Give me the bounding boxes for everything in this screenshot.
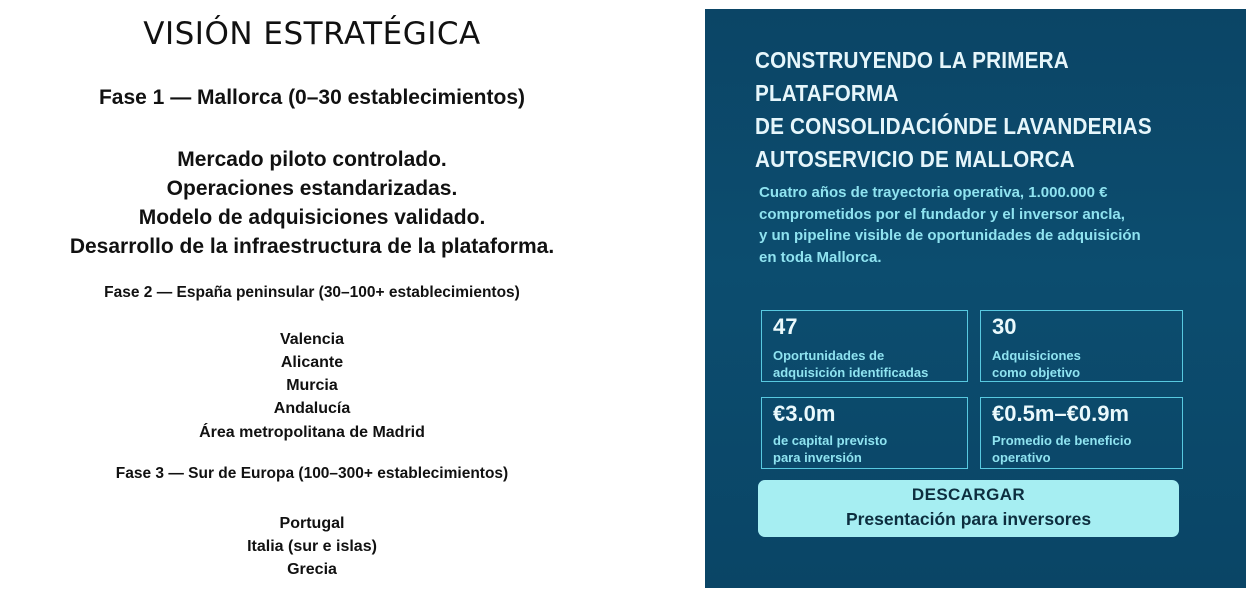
stat-label-line: de capital previsto xyxy=(773,433,888,448)
cta-line2: Presentación para inversores xyxy=(845,509,1092,529)
stat-label-line: Oportunidades de xyxy=(773,348,885,363)
stat-card-acquisitions xyxy=(980,310,1183,382)
headline-line: AUTOSERVICIO DE MALLORCA xyxy=(755,146,1075,172)
phase2-item: Valencia xyxy=(279,331,345,348)
phase2-heading: Fase 2 — España peninsular (30–100+ establecimientos) xyxy=(104,284,520,301)
stat-value: €3.0m xyxy=(773,401,836,426)
phase2-item: Murcia xyxy=(286,377,338,394)
lead-line: y un pipeline visible de oportunidades de adquisición xyxy=(759,227,1141,244)
phase3-item: Grecia xyxy=(287,561,337,578)
stat-value: €0.5m–€0.9m xyxy=(992,401,1129,426)
stat-card-operating-profit xyxy=(980,397,1183,469)
download-presentation-button[interactable] xyxy=(758,480,1179,537)
headline-line: DE CONSOLIDACIÓNDE LAVANDERIAS xyxy=(755,113,1152,139)
lead-line: Cuatro años de trayectoria operativa, 1.000.000 € xyxy=(759,184,1108,201)
stat-value: 30 xyxy=(992,314,1017,339)
stat-label-line: Promedio de beneficio xyxy=(992,433,1132,448)
phase3-item: Italia (sur e islas) xyxy=(247,538,377,555)
panel-lead-text xyxy=(759,182,1219,268)
phase2-item: Alicante xyxy=(280,354,344,371)
stat-card-capital xyxy=(761,397,968,469)
strategic-vision-section xyxy=(0,0,624,596)
stat-label xyxy=(992,432,1131,466)
panel-headline xyxy=(755,44,1187,176)
stat-label-line: Adquisiciones xyxy=(992,348,1081,363)
stat-label xyxy=(773,347,928,381)
phase3-item: Portugal xyxy=(279,515,345,532)
phase1-point: Desarrollo de la infraestructura de la plataforma. xyxy=(69,235,555,258)
stat-label-line: como objetivo xyxy=(992,365,1081,380)
phase2-item: Área metropolitana de Madrid xyxy=(199,424,425,441)
phase1-heading: Fase 1 — Mallorca (0–30 establecimientos) xyxy=(98,86,526,109)
lead-line: en toda Mallorca. xyxy=(759,248,882,266)
phase1-point: Operaciones estandarizadas. xyxy=(166,177,458,200)
headline-line: CONSTRUYENDO LA PRIMERA PLATAFORMA xyxy=(755,47,1069,106)
cta-line1: DESCARGAR xyxy=(911,485,1026,504)
lead-line: comprometidos por el fundador y el inversor ancla, xyxy=(759,205,1125,223)
stat-label xyxy=(773,432,887,466)
stat-label-line: operativo xyxy=(992,450,1051,465)
investor-panel xyxy=(705,9,1246,588)
section-title: VISIÓN ESTRATÉGICA xyxy=(143,16,481,52)
stat-label-line: adquisición identificadas xyxy=(773,365,929,380)
phase1-point: Modelo de adquisiciones validado. xyxy=(138,206,486,229)
stat-value: 47 xyxy=(773,314,798,339)
stat-label-line: para inversión xyxy=(773,450,862,465)
phase3-heading: Fase 3 — Sur de Europa (100–300+ establecimientos) xyxy=(115,465,509,482)
stat-label xyxy=(992,347,1081,381)
phase2-item: Andalucía xyxy=(273,400,351,417)
phase1-point: Mercado piloto controlado. xyxy=(177,148,447,171)
stat-card-opportunities xyxy=(761,310,968,382)
